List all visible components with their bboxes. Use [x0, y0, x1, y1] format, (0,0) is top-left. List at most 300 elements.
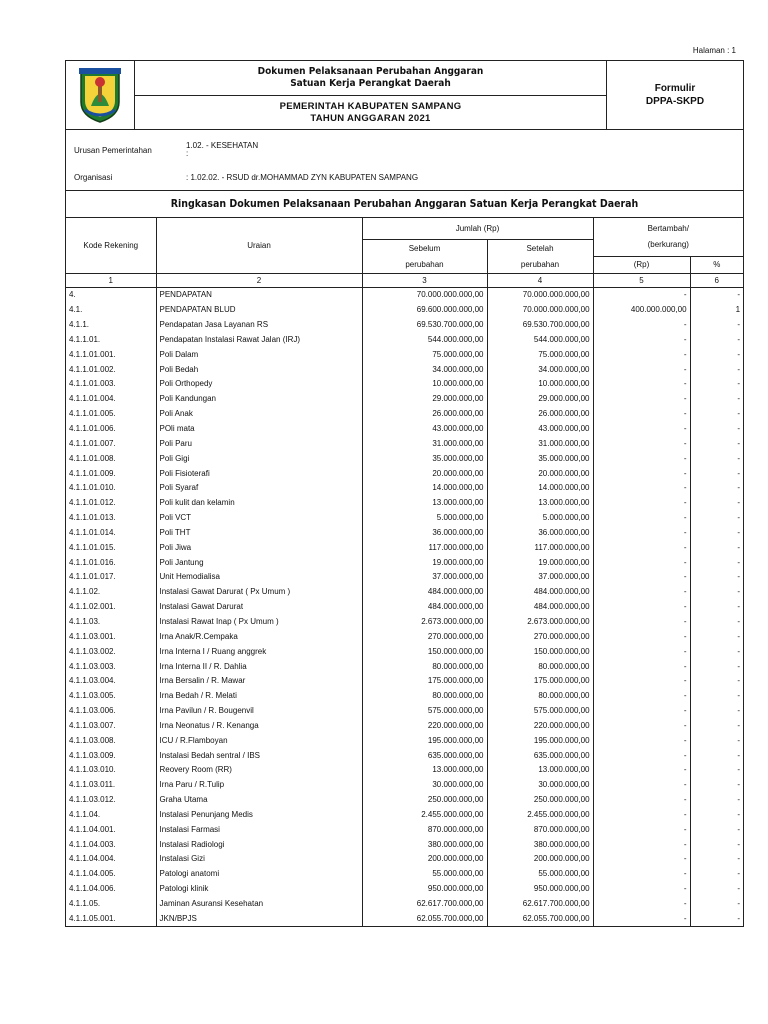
cell-sebelum: 2.455.000.000,00: [362, 807, 487, 822]
cell-kode: 4.1.1.01.007.: [69, 438, 116, 448]
urusan-colon: :: [186, 149, 189, 158]
cell-uraian: Patologi klinik: [156, 881, 362, 896]
cell-bertambah-rp: -: [593, 406, 690, 421]
cell-sebelum: 870.000.000,00: [362, 822, 487, 837]
cell-setelah: 484.000.000,00: [487, 599, 593, 614]
cell-setelah: 37.000.000,00: [487, 570, 593, 585]
form-cell: [607, 61, 743, 129]
cell-setelah: 55.000.000,00: [487, 866, 593, 881]
cell-bertambah-rp: -: [593, 391, 690, 406]
table-row: [66, 584, 743, 599]
cell-uraian: Poli Orthopedy: [156, 377, 362, 392]
cell-kode: 4.1.1.04.006.: [69, 884, 116, 894]
cell-setelah: 380.000.000,00: [487, 837, 593, 852]
cell-bertambah-pct: -: [690, 688, 743, 703]
cell-kode: 4.1.1.01.014.: [69, 527, 116, 537]
cell-kode: 4.1.1.01.008.: [69, 453, 116, 463]
cell-sebelum: 544.000.000,00: [362, 332, 487, 347]
cell-setelah: 29.000.000,00: [487, 391, 593, 406]
cell-kode: 4.1.1.01.015.: [69, 542, 116, 552]
table-row: [66, 614, 743, 629]
cell-setelah: 70.000.000.000,00: [487, 302, 593, 317]
budget-table: [66, 218, 743, 926]
cell-bertambah-rp: -: [593, 748, 690, 763]
col-number-2: 2: [156, 273, 362, 287]
cell-bertambah-pct: -: [690, 822, 743, 837]
cell-kode: 4.1.1.04.003.: [69, 839, 116, 849]
cell-sebelum: 380.000.000,00: [362, 837, 487, 852]
cell-kode: 4.1.1.01.012.: [69, 498, 116, 508]
col-sebelum: Sebelum: [362, 240, 487, 257]
cell-kode: 4.1.1.03.005.: [69, 691, 116, 701]
table-row: [66, 777, 743, 792]
cell-setelah: 30.000.000,00: [487, 777, 593, 792]
column-number-row: [66, 273, 743, 287]
cell-bertambah-rp: -: [593, 495, 690, 510]
cell-kode: 4.1.1.01.004.: [69, 394, 116, 404]
cell-bertambah-pct: -: [690, 466, 743, 481]
cell-sebelum: 26.000.000,00: [362, 406, 487, 421]
cell-uraian: Poli Syaraf: [156, 480, 362, 495]
cell-sebelum: 29.000.000,00: [362, 391, 487, 406]
cell-kode: 4.1.1.04.001.: [69, 824, 116, 834]
cell-setelah: 220.000.000,00: [487, 718, 593, 733]
cell-uraian: Poli Fisioterafi: [156, 466, 362, 481]
cell-bertambah-rp: -: [593, 480, 690, 495]
cell-setelah: 31.000.000,00: [487, 436, 593, 451]
cell-sebelum: 55.000.000,00: [362, 866, 487, 881]
cell-uraian: Irna Pavilun / R. Bougenvil: [156, 703, 362, 718]
cell-uraian: Poli Gigi: [156, 451, 362, 466]
table-row: [66, 807, 743, 822]
cell-setelah: 270.000.000,00: [487, 629, 593, 644]
cell-setelah: 200.000.000,00: [487, 852, 593, 867]
form-label: Formulir: [654, 83, 696, 94]
table-row: [66, 570, 743, 585]
cell-bertambah-pct: -: [690, 599, 743, 614]
cell-uraian: Poli VCT: [156, 510, 362, 525]
table-row: [66, 748, 743, 763]
cell-bertambah-rp: -: [593, 570, 690, 585]
table-row: [66, 421, 743, 436]
cell-bertambah-rp: -: [593, 763, 690, 778]
cell-uraian: Patologi anatomi: [156, 866, 362, 881]
cell-bertambah-rp: -: [593, 347, 690, 362]
cell-bertambah-rp: -: [593, 599, 690, 614]
cell-sebelum: 635.000.000,00: [362, 748, 487, 763]
cell-uraian: Irna Neonatus / R. Kenanga: [156, 718, 362, 733]
col-kode-rekening: Kode Rekening: [66, 218, 156, 273]
cell-uraian: PENDAPATAN BLUD: [156, 302, 362, 317]
cell-sebelum: 13.000.000,00: [362, 495, 487, 510]
cell-bertambah-pct: -: [690, 480, 743, 495]
cell-bertambah-rp: -: [593, 792, 690, 807]
cell-bertambah-pct: -: [690, 881, 743, 896]
cell-kode: 4.1.1.02.001.: [69, 602, 116, 612]
cell-bertambah-rp: -: [593, 540, 690, 555]
cell-kode: 4.1.1.03.012.: [69, 795, 116, 805]
col-number-3: 3: [362, 273, 487, 287]
page-number: Halaman : 1: [692, 46, 736, 55]
cell-bertambah-rp: -: [593, 718, 690, 733]
cell-bertambah-pct: -: [690, 421, 743, 436]
government-name: PEMERINTAH KABUPATEN SAMPANG: [279, 100, 462, 112]
cell-bertambah-pct: -: [690, 733, 743, 748]
cell-bertambah-rp: -: [593, 451, 690, 466]
cell-uraian: Pendapatan Instalasi Rawat Jalan (IRJ): [156, 332, 362, 347]
cell-uraian: Instalasi Radiologi: [156, 837, 362, 852]
document-title: [135, 61, 606, 96]
cell-uraian: POli mata: [156, 421, 362, 436]
cell-sebelum: 175.000.000,00: [362, 673, 487, 688]
cell-kode: 4.1.1.03.010.: [69, 765, 116, 775]
cell-sebelum: 484.000.000,00: [362, 599, 487, 614]
cell-bertambah-rp: -: [593, 362, 690, 377]
table-row: [66, 451, 743, 466]
cell-setelah: 150.000.000,00: [487, 644, 593, 659]
table-row: [66, 555, 743, 570]
cell-uraian: Instalasi Gizi: [156, 852, 362, 867]
cell-setelah: 20.000.000,00: [487, 466, 593, 481]
cell-setelah: 80.000.000,00: [487, 659, 593, 674]
cell-sebelum: 14.000.000,00: [362, 480, 487, 495]
cell-setelah: 117.000.000,00: [487, 540, 593, 555]
cell-setelah: 5.000.000,00: [487, 510, 593, 525]
table-row: [66, 495, 743, 510]
cell-bertambah-rp: -: [593, 584, 690, 599]
cell-uraian: Poli Anak: [156, 406, 362, 421]
cell-bertambah-pct: -: [690, 362, 743, 377]
table-row: [66, 540, 743, 555]
cell-sebelum: 270.000.000,00: [362, 629, 487, 644]
table-row: [66, 510, 743, 525]
cell-bertambah-pct: -: [690, 584, 743, 599]
cell-setelah: 80.000.000,00: [487, 688, 593, 703]
cell-uraian: Instalasi Gawat Darurat ( Px Umum ): [156, 584, 362, 599]
cell-uraian: JKN/BPJS: [156, 911, 362, 926]
cell-kode: 4.1.1.01.017.: [69, 572, 116, 582]
cell-bertambah-rp: -: [593, 911, 690, 926]
cell-uraian: Reovery Room (RR): [156, 763, 362, 778]
cell-sebelum: 200.000.000,00: [362, 852, 487, 867]
table-row: [66, 525, 743, 540]
document-frame: [65, 60, 744, 927]
cell-uraian: Irna Anak/R.Cempaka: [156, 629, 362, 644]
cell-uraian: Instalasi Gawat Darurat: [156, 599, 362, 614]
table-row: [66, 362, 743, 377]
cell-setelah: 250.000.000,00: [487, 792, 593, 807]
cell-sebelum: 30.000.000,00: [362, 777, 487, 792]
cell-uraian: Instalasi Rawat Inap ( Px Umum ): [156, 614, 362, 629]
cell-kode: 4.1.1.01.002.: [69, 364, 116, 374]
cell-bertambah-rp: -: [593, 644, 690, 659]
cell-bertambah-rp: -: [593, 629, 690, 644]
table-row: [66, 377, 743, 392]
cell-kode: 4.1.1.: [69, 320, 90, 330]
cell-uraian: Irna Paru / R.Tulip: [156, 777, 362, 792]
table-row: [66, 347, 743, 362]
cell-bertambah-rp: -: [593, 866, 690, 881]
table-row: [66, 911, 743, 926]
cell-bertambah-rp: -: [593, 614, 690, 629]
table-row: [66, 406, 743, 421]
logo-cell: [66, 61, 135, 129]
cell-sebelum: 80.000.000,00: [362, 659, 487, 674]
cell-uraian: Irna Bedah / R. Melati: [156, 688, 362, 703]
cell-kode: 4.1.1.01.016.: [69, 557, 116, 567]
cell-bertambah-pct: -: [690, 911, 743, 926]
table-row: [66, 822, 743, 837]
cell-sebelum: 80.000.000,00: [362, 688, 487, 703]
cell-kode: 4.1.1.01.009.: [69, 468, 116, 478]
cell-kode: 4.1.1.01.: [69, 334, 101, 344]
cell-bertambah-rp: -: [593, 777, 690, 792]
cell-setelah: 13.000.000,00: [487, 763, 593, 778]
table-row: [66, 659, 743, 674]
cell-kode: 4.1.1.03.006.: [69, 706, 116, 716]
document-header: [66, 61, 743, 130]
cell-setelah: 19.000.000,00: [487, 555, 593, 570]
table-row: [66, 837, 743, 852]
cell-sebelum: 575.000.000,00: [362, 703, 487, 718]
cell-uraian: Irna Interna I / Ruang anggrek: [156, 644, 362, 659]
cell-kode: 4.1.1.04.: [69, 809, 101, 819]
cell-sebelum: 19.000.000,00: [362, 555, 487, 570]
table-row: [66, 718, 743, 733]
cell-bertambah-pct: -: [690, 673, 743, 688]
col-number-4: 4: [487, 273, 593, 287]
table-row: [66, 896, 743, 911]
cell-sebelum: 62.617.700.000,00: [362, 896, 487, 911]
cell-bertambah-pct: -: [690, 451, 743, 466]
col-bertambah: Bertambah/: [593, 218, 743, 240]
cell-bertambah-rp: -: [593, 436, 690, 451]
cell-setelah: 10.000.000,00: [487, 377, 593, 392]
organisasi-value: : 1.02.02. - RSUD dr.MOHAMMAD ZYN KABUPATEN SAMPANG: [186, 173, 419, 182]
cell-kode: 4.1.1.01.013.: [69, 513, 116, 523]
cell-bertambah-pct: -: [690, 570, 743, 585]
cell-bertambah-rp: -: [593, 317, 690, 332]
fiscal-year: TAHUN ANGGARAN 2021: [310, 112, 431, 124]
cell-setelah: 950.000.000,00: [487, 881, 593, 896]
cell-uraian: Poli Paru: [156, 436, 362, 451]
cell-bertambah-rp: -: [593, 852, 690, 867]
col-number-6: 6: [690, 273, 743, 287]
cell-sebelum: 117.000.000,00: [362, 540, 487, 555]
col-rp: (Rp): [593, 256, 690, 273]
cell-kode: 4.1.1.03.011.: [69, 780, 116, 790]
cell-bertambah-rp: -: [593, 688, 690, 703]
cell-setelah: 70.000.000.000,00: [487, 287, 593, 302]
cell-setelah: 484.000.000,00: [487, 584, 593, 599]
cell-uraian: Poli THT: [156, 525, 362, 540]
cell-kode: 4.1.1.04.004.: [69, 854, 116, 864]
cell-sebelum: 35.000.000,00: [362, 451, 487, 466]
cell-uraian: Poli Bedah: [156, 362, 362, 377]
cell-bertambah-pct: -: [690, 614, 743, 629]
table-row: [66, 703, 743, 718]
cell-sebelum: 69.530.700.000,00: [362, 317, 487, 332]
cell-kode: 4.1.1.03.007.: [69, 720, 116, 730]
table-body: [66, 287, 743, 926]
cell-uraian: Unit Hemodialisa: [156, 570, 362, 585]
urusan-value: 1.02. - KESEHATAN: [186, 141, 259, 150]
cell-sebelum: 75.000.000,00: [362, 347, 487, 362]
cell-bertambah-pct: -: [690, 703, 743, 718]
table-row: [66, 763, 743, 778]
cell-kode: 4.1.1.03.004.: [69, 676, 116, 686]
table-row: [66, 466, 743, 481]
cell-bertambah-rp: 400.000.000,00: [593, 302, 690, 317]
cell-bertambah-rp: -: [593, 807, 690, 822]
table-row: [66, 673, 743, 688]
cell-bertambah-rp: -: [593, 703, 690, 718]
cell-uraian: PENDAPATAN: [156, 287, 362, 302]
cell-kode: 4.1.1.05.: [69, 899, 101, 909]
cell-setelah: 195.000.000,00: [487, 733, 593, 748]
col-number-1: 1: [66, 273, 156, 287]
cell-sebelum: 10.000.000,00: [362, 377, 487, 392]
cell-uraian: Instalasi Bedah sentral / IBS: [156, 748, 362, 763]
cell-bertambah-pct: -: [690, 555, 743, 570]
cell-uraian: Instalasi Farmasi: [156, 822, 362, 837]
cell-sebelum: 69.600.000.000,00: [362, 302, 487, 317]
cell-sebelum: 20.000.000,00: [362, 466, 487, 481]
cell-sebelum: 2.673.000.000,00: [362, 614, 487, 629]
col-number-5: 5: [593, 273, 690, 287]
cell-uraian: Instalasi Penunjang Medis: [156, 807, 362, 822]
cell-kode: 4.1.1.01.003.: [69, 379, 116, 389]
cell-kode: 4.1.1.01.006.: [69, 424, 116, 434]
cell-setelah: 544.000.000,00: [487, 332, 593, 347]
cell-setelah: 34.000.000,00: [487, 362, 593, 377]
cell-bertambah-pct: -: [690, 347, 743, 362]
table-row: [66, 391, 743, 406]
cell-setelah: 69.530.700.000,00: [487, 317, 593, 332]
cell-bertambah-rp: -: [593, 822, 690, 837]
table-row: [66, 287, 743, 302]
col-jumlah: Jumlah (Rp): [362, 218, 593, 240]
cell-bertambah-rp: -: [593, 525, 690, 540]
table-row: [66, 629, 743, 644]
cell-setelah: 75.000.000,00: [487, 347, 593, 362]
cell-kode: 4.1.1.03.001.: [69, 631, 116, 641]
cell-bertambah-pct: -: [690, 852, 743, 867]
cell-bertambah-rp: -: [593, 377, 690, 392]
cell-bertambah-pct: -: [690, 287, 743, 302]
table-row: [66, 866, 743, 881]
cell-bertambah-pct: -: [690, 644, 743, 659]
cell-kode: 4.1.1.03.009.: [69, 750, 116, 760]
table-row: [66, 852, 743, 867]
title-line-1: Dokumen Pelaksanaan Perubahan Anggaran: [257, 66, 484, 77]
cell-kode: 4.1.1.01.005.: [69, 409, 116, 419]
cell-bertambah-pct: -: [690, 748, 743, 763]
cell-kode: 4.1.: [69, 305, 83, 315]
form-code: DPPA-SKPD: [645, 96, 705, 107]
cell-setelah: 26.000.000,00: [487, 406, 593, 421]
cell-bertambah-pct: -: [690, 629, 743, 644]
title-cell: [135, 61, 607, 129]
cell-setelah: 635.000.000,00: [487, 748, 593, 763]
cell-kode: 4.1.1.03.008.: [69, 735, 116, 745]
cell-setelah: 175.000.000,00: [487, 673, 593, 688]
cell-bertambah-rp: -: [593, 659, 690, 674]
cell-bertambah-rp: -: [593, 673, 690, 688]
cell-setelah: 62.055.700.000,00: [487, 911, 593, 926]
table-row: [66, 644, 743, 659]
cell-bertambah-pct: -: [690, 896, 743, 911]
cell-sebelum: 36.000.000,00: [362, 525, 487, 540]
cell-bertambah-pct: -: [690, 332, 743, 347]
info-section: [66, 130, 743, 191]
cell-bertambah-rp: -: [593, 421, 690, 436]
cell-kode: 4.: [69, 290, 76, 300]
cell-setelah: 2.673.000.000,00: [487, 614, 593, 629]
cell-bertambah-pct: -: [690, 718, 743, 733]
cell-sebelum: 150.000.000,00: [362, 644, 487, 659]
col-setelah: Setelah: [487, 240, 593, 257]
cell-bertambah-rp: -: [593, 466, 690, 481]
cell-uraian: Jaminan Asuransi Kesehatan: [156, 896, 362, 911]
col-sebelum-perubahan: perubahan: [362, 256, 487, 273]
cell-sebelum: 34.000.000,00: [362, 362, 487, 377]
cell-bertambah-pct: -: [690, 525, 743, 540]
cell-sebelum: 70.000.000.000,00: [362, 287, 487, 302]
cell-sebelum: 37.000.000,00: [362, 570, 487, 585]
cell-setelah: 35.000.000,00: [487, 451, 593, 466]
cell-uraian: Pendapatan Jasa Layanan RS: [156, 317, 362, 332]
cell-bertambah-rp: -: [593, 881, 690, 896]
col-uraian: Uraian: [156, 218, 362, 273]
table-row: [66, 599, 743, 614]
cell-kode: 4.1.1.03.003.: [69, 661, 116, 671]
cell-bertambah-pct: -: [690, 792, 743, 807]
title-line-2: Satuan Kerja Perangkat Daerah: [290, 78, 451, 89]
cell-bertambah-pct: -: [690, 495, 743, 510]
cell-sebelum: 950.000.000,00: [362, 881, 487, 896]
cell-uraian: Irna Interna II / R. Dahlia: [156, 659, 362, 674]
cell-sebelum: 250.000.000,00: [362, 792, 487, 807]
cell-sebelum: 62.055.700.000,00: [362, 911, 487, 926]
cell-setelah: 62.617.700.000,00: [487, 896, 593, 911]
cell-bertambah-pct: -: [690, 659, 743, 674]
cell-uraian: Poli Jiwa: [156, 540, 362, 555]
cell-bertambah-pct: -: [690, 763, 743, 778]
cell-bertambah-rp: -: [593, 733, 690, 748]
cell-bertambah-pct: 1: [690, 302, 743, 317]
cell-kode: 4.1.1.03.: [69, 616, 101, 626]
cell-bertambah-pct: -: [690, 837, 743, 852]
cell-bertambah-pct: -: [690, 406, 743, 421]
col-berkurang: (berkurang): [593, 240, 743, 257]
cell-setelah: 575.000.000,00: [487, 703, 593, 718]
cell-bertambah-pct: -: [690, 807, 743, 822]
organisasi-label: Organisasi: [74, 173, 113, 182]
cell-setelah: 2.455.000.000,00: [487, 807, 593, 822]
cell-bertambah-rp: -: [593, 555, 690, 570]
cell-sebelum: 220.000.000,00: [362, 718, 487, 733]
cell-kode: 4.1.1.02.: [69, 587, 101, 597]
table-row: [66, 480, 743, 495]
table-row: [66, 733, 743, 748]
cell-bertambah-pct: -: [690, 866, 743, 881]
cell-uraian: Poli kulit dan kelamin: [156, 495, 362, 510]
cell-kode: 4.1.1.05.001.: [69, 913, 116, 923]
table-row: [66, 317, 743, 332]
cell-bertambah-rp: -: [593, 896, 690, 911]
cell-bertambah-pct: -: [690, 391, 743, 406]
